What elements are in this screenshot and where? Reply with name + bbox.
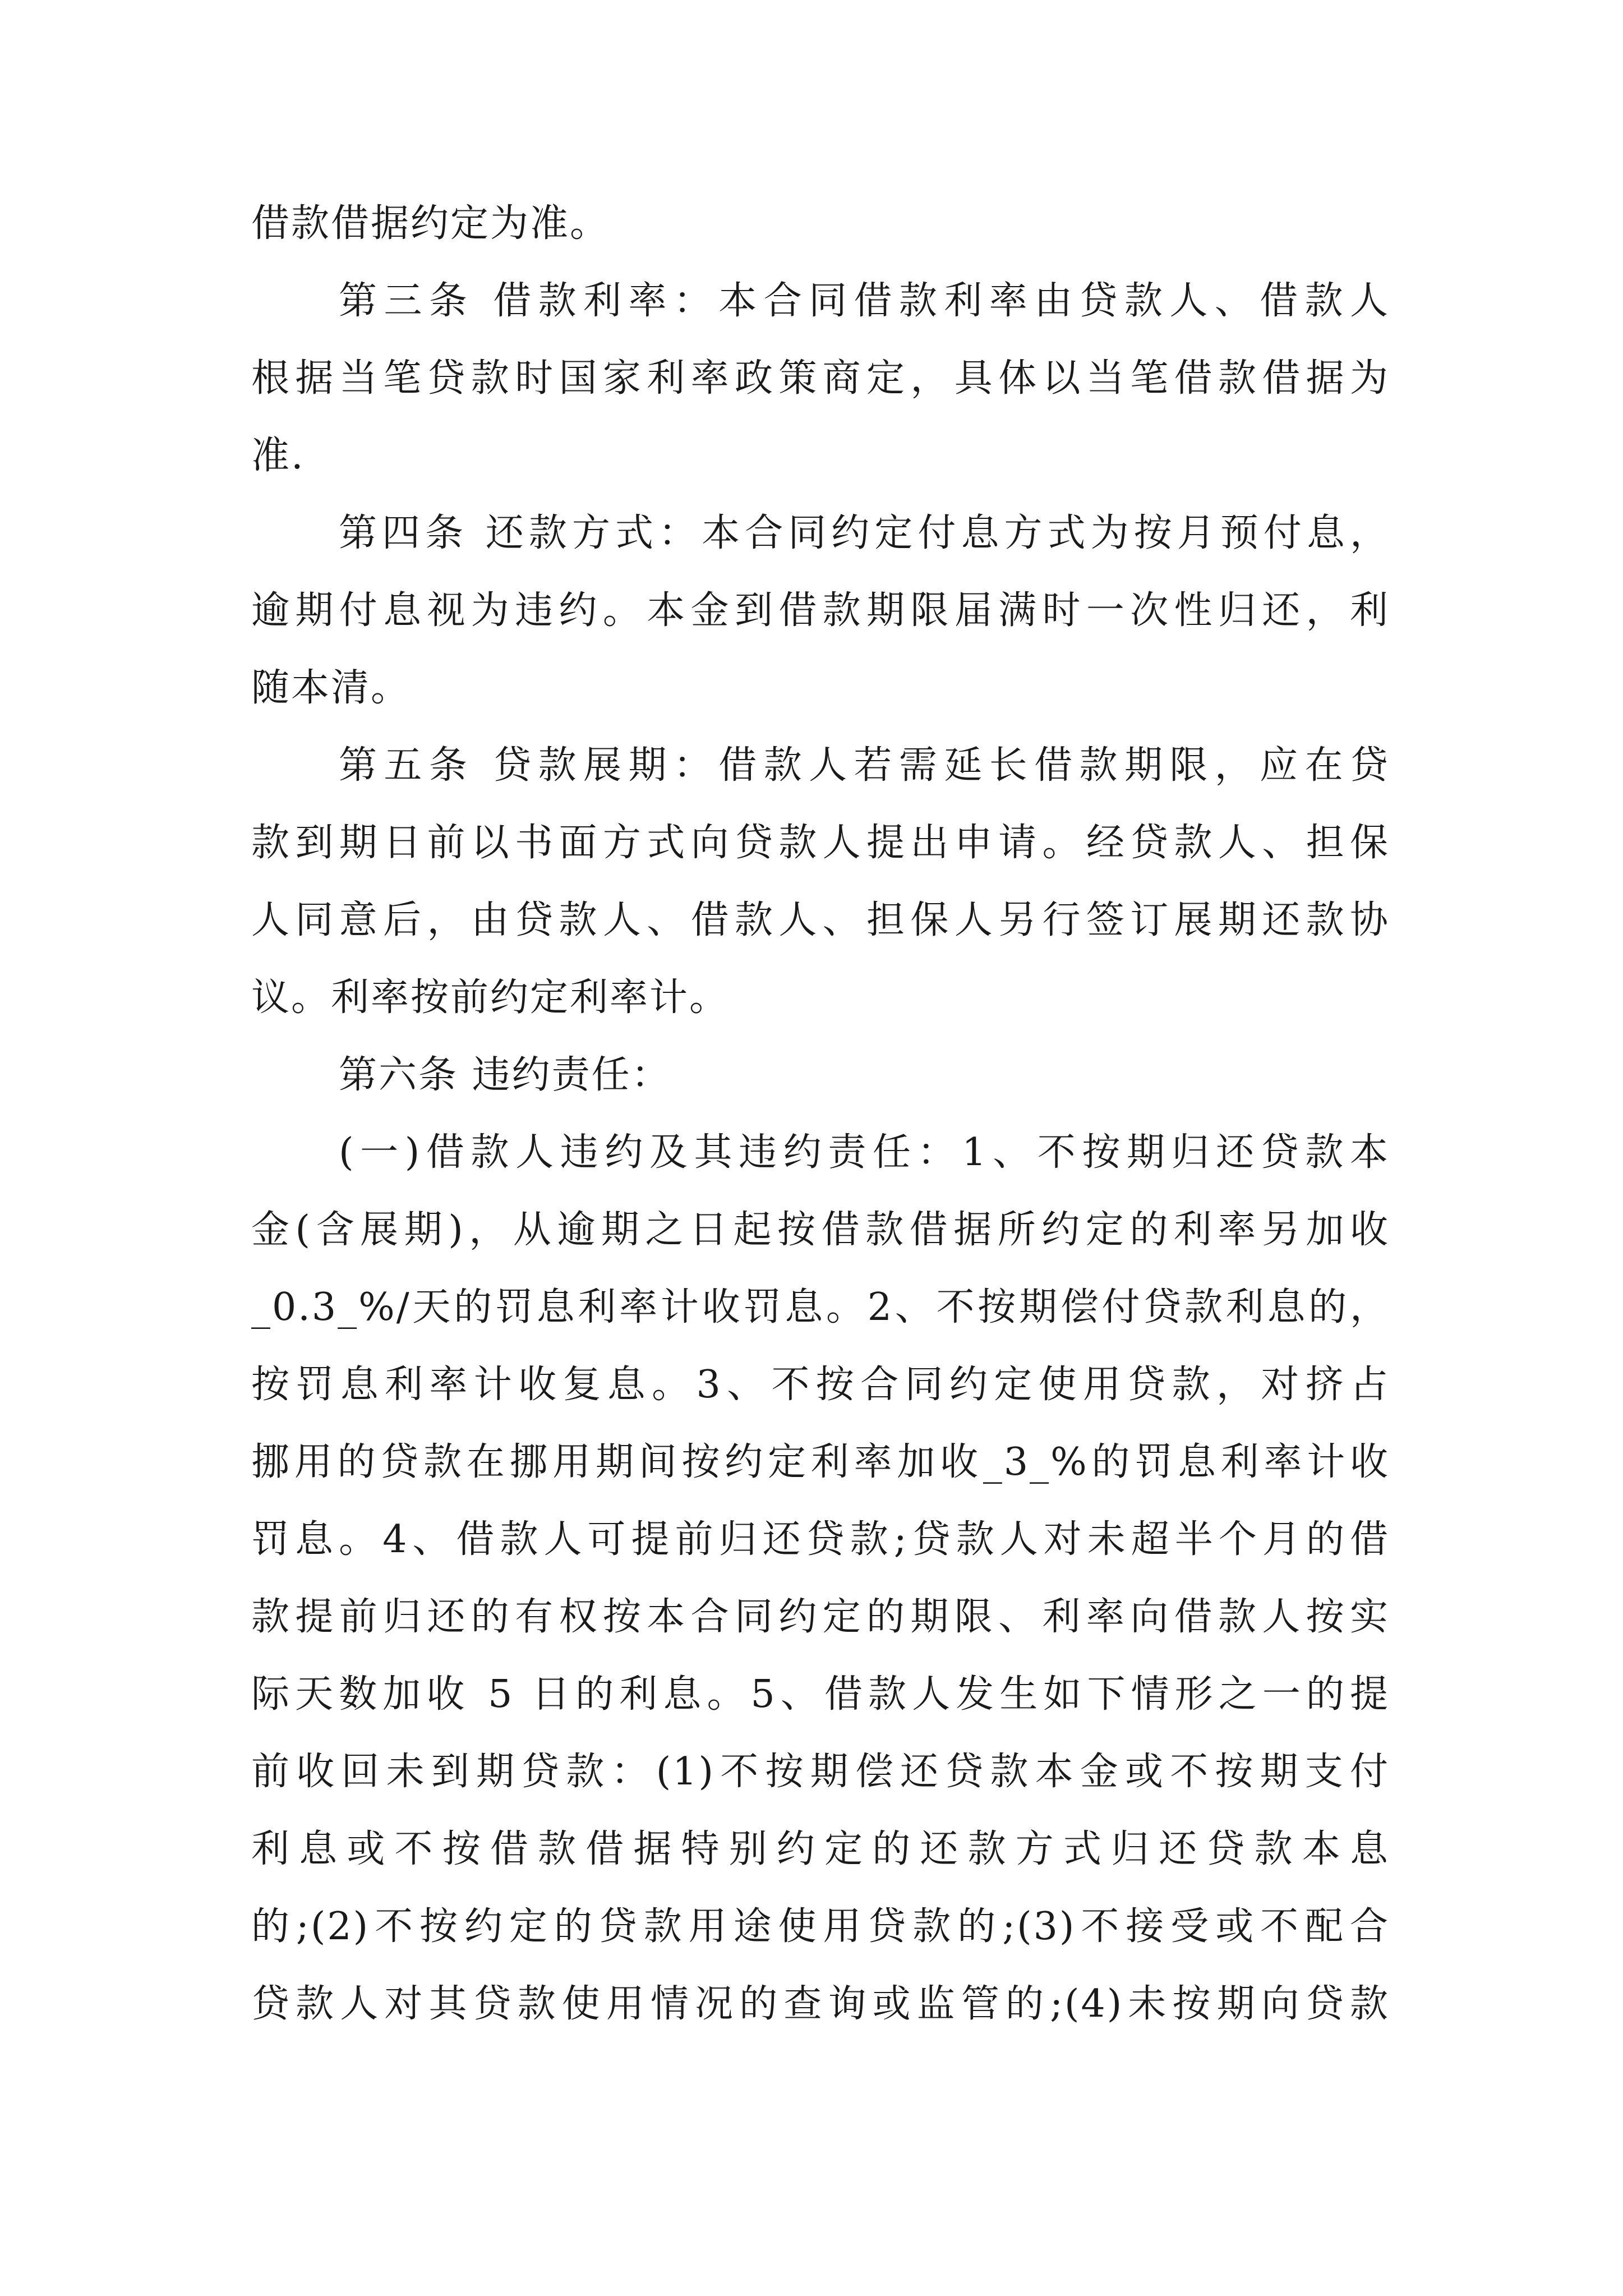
text-line: 利息或不按借款借据特别约定的还款方式归还贷款本息 [251,1827,1390,1871]
text-line: 际天数加收 5 日的利息。5、借款人发生如下情形之一的提 [251,1672,1390,1717]
text-line: 挪用的贷款在挪用期间按约定利率加收_3_%的罚息利率计收 [251,1440,1390,1484]
article-4-heading-line: 第四条 还款方式：本合同约定付息方式为按月预付息， [339,511,1390,555]
text-line: 金(含展期)，从逾期之日起按借款借据所约定的利率另加收 [251,1208,1390,1252]
article-5-heading-line: 第五条 贷款展期：借款人若需延长借款期限，应在贷 [339,743,1390,788]
article-3-heading-line: 第三条 借款利率：本合同借款利率由贷款人、借款人 [339,279,1390,323]
text-line: 人同意后，由贷款人、借款人、担保人另行签订展期还款协 [251,898,1390,942]
text-line: 的;(2)不按约定的贷款用途使用贷款的;(3)不接受或不配合 [251,1904,1390,1949]
article-6-heading-line: 第六条 违约责任： [339,1053,671,1097]
text-line: 随本清。 [251,666,411,710]
text-line: 款到期日前以书面方式向贷款人提出申请。经贷款人、担保 [251,821,1390,865]
text-line: 借款借据约定为准。 [251,201,610,246]
text-line: 逾期付息视为违约。本金到借款期限届满时一次性归还，利 [251,588,1390,633]
clause-1-heading-line: (一)借款人违约及其违约责任：1、不按期归还贷款本 [339,1130,1390,1175]
text-line: 前收回未到期贷款：(1)不按期偿还贷款本金或不按期支付 [251,1750,1390,1794]
text-line: 准. [251,434,305,478]
text-line: _0.3_%/天的罚息利率计收罚息。2、不按期偿付贷款利息的， [251,1285,1390,1329]
text-line: 按罚息利率计收复息。3、不按合同约定使用贷款，对挤占 [251,1363,1390,1407]
text-line: 贷款人对其贷款使用情况的查询或监管的;(4)未按期向贷款 [251,1982,1390,2026]
contract-body-text [251,185,1390,2043]
text-line: 罚息。4、借款人可提前归还贷款;贷款人对未超半个月的借 [251,1517,1390,1562]
text-line: 款提前归还的有权按本合同约定的期限、利率向借款人按实 [251,1595,1390,1639]
text-line: 议。利率按前约定利率计。 [251,976,730,1020]
text-line: 根据当笔贷款时国家利率政策商定，具体以当笔借款借据为 [251,356,1390,401]
